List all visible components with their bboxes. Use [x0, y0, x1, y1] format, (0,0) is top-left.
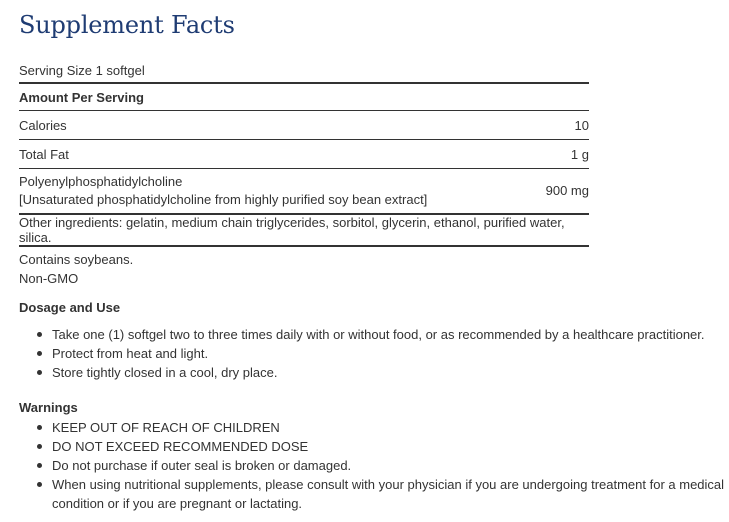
- list-item: Store tightly closed in a cool, dry place.: [19, 363, 705, 382]
- other-ingredients-row: [19, 213, 589, 247]
- nutrient-name: Calories: [19, 117, 67, 133]
- total-fat-row: [19, 139, 589, 168]
- list-item: DO NOT EXCEED RECOMMENDED DOSE: [19, 437, 729, 456]
- ingredient-name: Polyenylphosphatidylcholine: [19, 174, 183, 189]
- ingredient-detail: [Unsaturated phosphatidylcholine from highly purified soy bean extract]: [19, 192, 428, 207]
- calories-row: [19, 110, 589, 139]
- page-title: Supplement Facts: [19, 11, 235, 39]
- nutrient-amount: 1 g: [570, 146, 589, 162]
- amount-per-serving-label: Amount Per Serving: [19, 89, 144, 105]
- nutrient-amount: 10: [574, 117, 589, 133]
- polyenylphosphatidylcholine-row: [19, 168, 589, 213]
- supplement-facts-table: [19, 58, 589, 247]
- warnings-heading: Warnings: [19, 400, 78, 415]
- amount-per-serving-row: [19, 82, 589, 110]
- list-item: Do not purchase if outer seal is broken or damaged.: [19, 456, 729, 475]
- non-gmo-text: Non-GMO: [19, 271, 79, 286]
- allergen-info: [19, 250, 133, 288]
- ingredient-amount: 900 mg: [545, 183, 589, 198]
- list-item: Protect from heat and light.: [19, 344, 705, 363]
- other-ingredients: Other ingredients: gelatin, medium chain triglycerides, sorbitol, glycerin, ethanol, purified water, silica.: [19, 215, 565, 245]
- warnings-list: [19, 418, 729, 513]
- dosage-heading: Dosage and Use: [19, 300, 121, 315]
- serving-size-row: [19, 58, 589, 82]
- list-item: When using nutritional supplements, please consult with your physician if you are undergoing treatment for a medical condition or if you are pregnant or lactating.: [19, 475, 729, 513]
- nutrient-name: Total Fat: [19, 146, 69, 162]
- list-item: Take one (1) softgel two to three times daily with or without food, or as recommended by a healthcare practitioner.: [19, 325, 705, 344]
- ingredient-text: [19, 173, 427, 209]
- list-item: KEEP OUT OF REACH OF CHILDREN: [19, 418, 729, 437]
- serving-size: Serving Size 1 softgel: [19, 62, 145, 78]
- dosage-list: [19, 325, 705, 382]
- contains-text: Contains soybeans.: [19, 252, 134, 267]
